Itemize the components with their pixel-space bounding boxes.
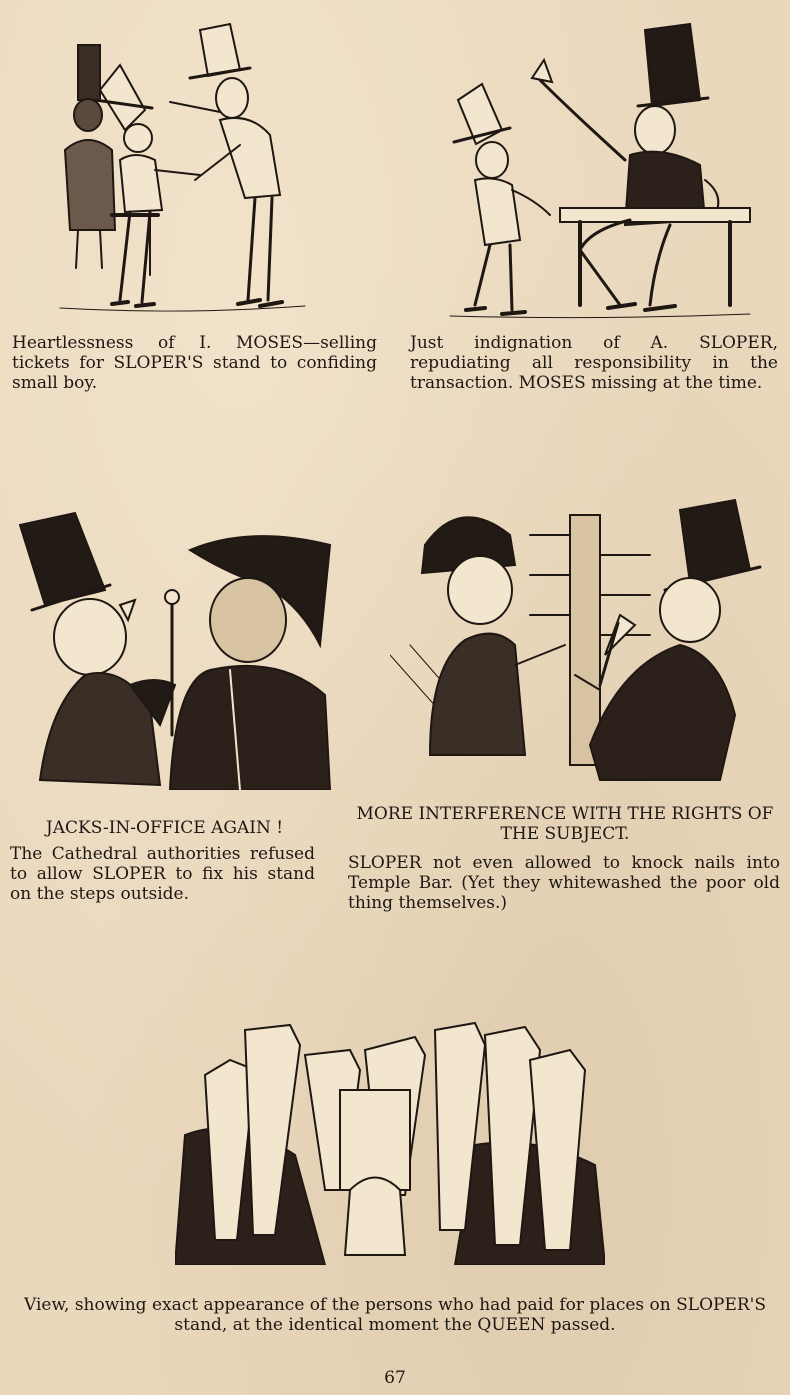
caption-view: View, showing exact appearance of the persons who had paid for places on SLOPER'S stand, at the identical moment the QUEEN passed. <box>24 1295 766 1335</box>
caption-moses: Heartlessness of I. MOSES—selling tickets for SLOPER'S stand to confiding small boy. <box>12 333 377 393</box>
page-number: 67 <box>384 1368 406 1388</box>
title-jacks-in-office: JACKS-IN-OFFICE AGAIN ! <box>45 818 284 838</box>
illustration-moses-selling-tickets <box>50 20 310 320</box>
caption-interference: SLOPER not even allowed to knock nails into Temple Bar. (Yet they whitewashed the poor old thing themselves.) <box>348 853 780 913</box>
title-interference: MORE INTERFERENCE WITH THE RIGHTS OF THE SUBJECT. <box>356 804 774 844</box>
caption-jacks-in-office: The Cathedral authorities refused to allow SLOPER to fix his stand on the steps outside. <box>10 844 315 904</box>
caption-indignation: Just indignation of A. SLOPER, repudiating all responsibility in the transaction. MOSES missing at the time. <box>410 333 778 393</box>
illustration-temple-bar <box>390 495 780 785</box>
illustration-sloper-indignation <box>440 20 755 320</box>
illustration-jacks-in-office <box>10 505 335 790</box>
illustration-view-legs <box>175 1015 605 1265</box>
